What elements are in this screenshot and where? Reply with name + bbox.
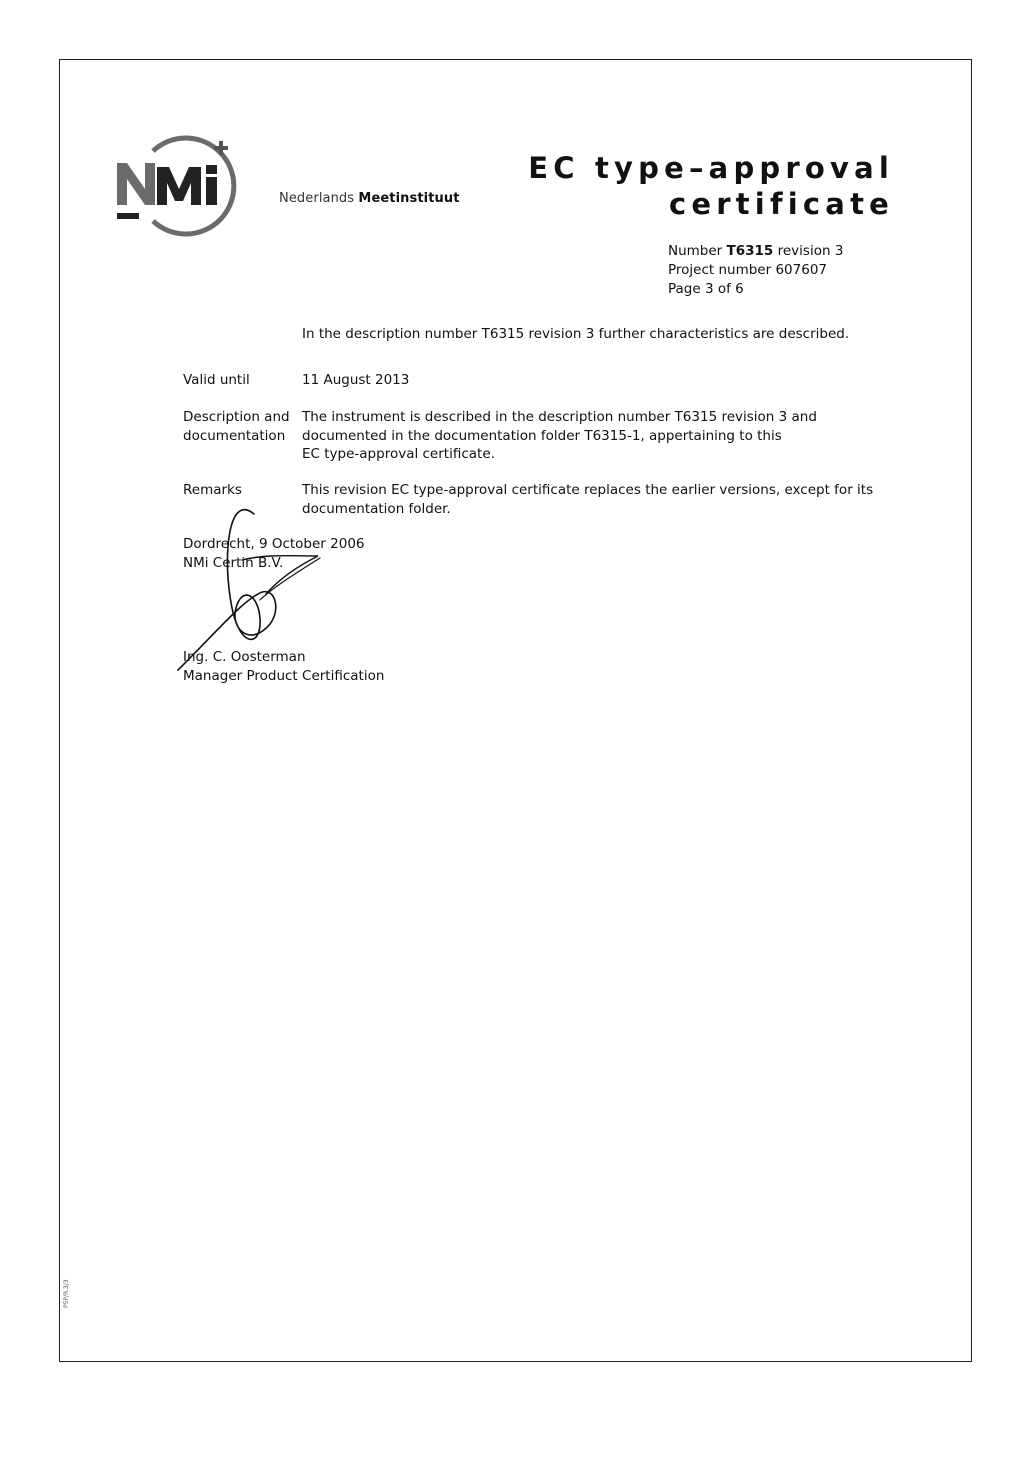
description-value-line3: EC type-approval certificate. bbox=[302, 446, 495, 462]
institute-name-bold: Meetinstituut bbox=[358, 191, 460, 206]
certificate-number-line bbox=[668, 242, 843, 261]
organisation: NMi Certin B.V. bbox=[183, 554, 284, 571]
form-code: P5P/R.3/3 bbox=[63, 1279, 70, 1308]
certificate-title-line2: certificate bbox=[668, 187, 894, 221]
signatory-title: Manager Product Certification bbox=[183, 667, 385, 684]
description-value-line2: documented in the documentation folder T6315-1, appertaining to this bbox=[302, 427, 782, 444]
signatory-name: Ing. C. Oosterman bbox=[183, 649, 306, 665]
institute-name bbox=[279, 191, 460, 206]
certificate-meta bbox=[668, 242, 843, 299]
description-value bbox=[302, 408, 902, 464]
nmi-logo bbox=[113, 133, 248, 238]
signatory-block bbox=[183, 648, 384, 685]
valid-until-value: 11 August 2013 bbox=[302, 372, 410, 388]
certificate-number: T6315 bbox=[726, 243, 774, 259]
signoff-place-date bbox=[183, 535, 365, 572]
place-date: Dordrecht, 9 October 2006 bbox=[183, 536, 365, 552]
valid-until-label: Valid until bbox=[183, 372, 250, 388]
remarks-value bbox=[302, 481, 902, 518]
certificate-title bbox=[528, 150, 894, 222]
description-value-line1: The instrument is described in the description number T6315 revision 3 and bbox=[302, 409, 817, 425]
certificate-title-line1: EC type–approval bbox=[528, 151, 894, 185]
description-label-line2: documentation bbox=[183, 427, 286, 444]
number-label: Number bbox=[668, 243, 723, 259]
project-number: Project number 607607 bbox=[668, 262, 827, 278]
description-label bbox=[183, 408, 301, 445]
remarks-value-line1: This revision EC type-approval certificate replaces the earlier versions, except for its bbox=[302, 482, 874, 498]
description-label-line1: Description and bbox=[183, 409, 290, 425]
institute-name-light: Nederlands bbox=[279, 191, 355, 206]
remarks-value-line2: documentation folder. bbox=[302, 500, 451, 517]
revision-label: revision 3 bbox=[777, 243, 844, 259]
page-number: Page 3 of 6 bbox=[668, 281, 744, 297]
remarks-label: Remarks bbox=[183, 482, 242, 498]
intro-paragraph: In the description number T6315 revision 3 further characteristics are described. bbox=[302, 326, 850, 342]
